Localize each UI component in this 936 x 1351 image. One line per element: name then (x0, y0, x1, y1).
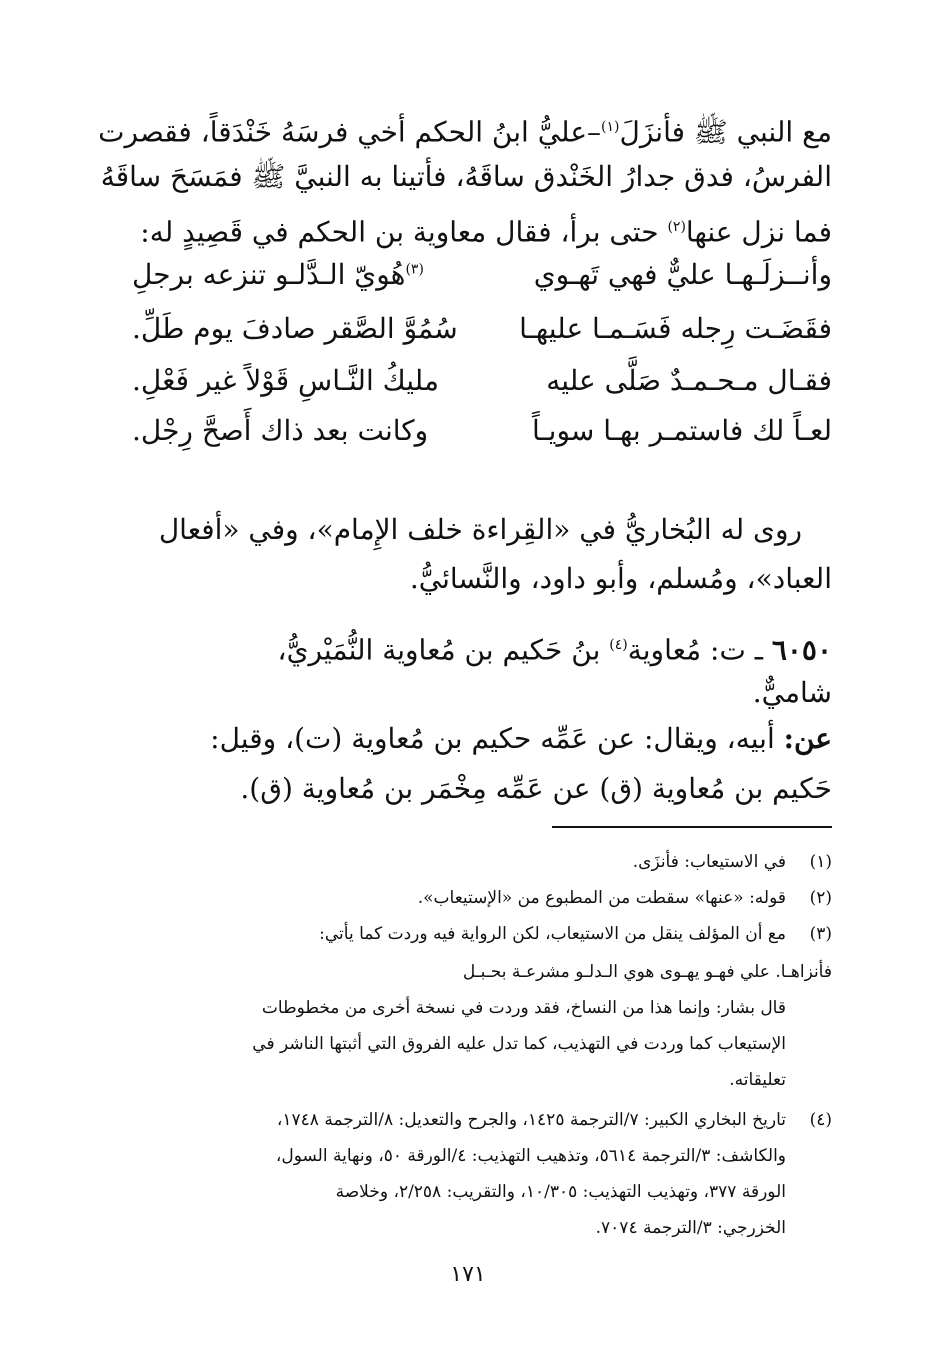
para2-line-2: العباد»، ومُسلم، وأبو داود، والنَّسائيُّ. (409, 562, 832, 595)
footnote-ref-2: (٢) (667, 219, 686, 235)
footnote-4-number: (٤) (809, 1110, 832, 1130)
footnote-1-text: في الاستيعاب: فأنزَى. (632, 852, 786, 872)
entry-number: ٦٠٥٠ (771, 633, 832, 667)
footnote-ref-4: (٤) (609, 637, 628, 653)
footnote-2-text: قوله: «عنها» سقطت من المطبوع من «الإستيعاب». (417, 888, 786, 908)
verse-1-right: وأنــزلَـهـا عليٌّ فهي تَهـوي (533, 258, 832, 291)
verse-1-left-text: هُويّ الـدَّلـو تنزعه برجلِ (132, 258, 406, 291)
footnote-3-line-2: فأنزاهـا. علي فهـو يهـوى هوي الـدلـو مشرعـة بحـبـل (462, 962, 832, 982)
footnote-3-line-5: تعليقاته. (729, 1070, 786, 1090)
an-label: عن: (783, 722, 832, 755)
verse-4-right: لعـاً لك فاستمـر بهـا سويـاً (531, 414, 832, 447)
body-line-3-part-a: فما نزل عنها (685, 215, 832, 249)
entry-an-line-1 (210, 714, 832, 764)
footnote-3-line-1: مع أن المؤلف ينقل من الاستيعاب، لكن الرواية فيه وردت كما يأتي: (319, 924, 786, 944)
an-line-1-text: أبيه، ويقال: عن عَمِّه حكيم بن مُعاوية (ت)، وقيل: (210, 722, 775, 755)
footnote-separator (552, 826, 832, 828)
para2-line-1: روى له البُخاريُّ في «القِراءة خلف الإِمام»، وفي «أفعال (158, 513, 802, 546)
footnote-4-line-3: الورقة ٣٧٧، وتهذيب التهذيب: ١٠/٣٠٥، والتقريب: ٢/٢٥٨، وخلاصة (335, 1182, 786, 1202)
footnote-4-line-4: الخزرجي: ٣/الترجمة ٧٠٧٤. (595, 1218, 786, 1238)
footnote-3-line-3: قال بشار: وإنما هذا من النساخ، فقد وردت في نسخة أخرى من مخطوطات (261, 998, 786, 1018)
verse-2-right: فقَضَـت رِجله فَسَـمـا عليهـا (519, 312, 832, 345)
footnote-1-number: (١) (809, 852, 832, 872)
body-line-3-part-b: حتى برأ، فقال معاوية بن الحكم في قَصِيدٍ له: (140, 215, 659, 249)
footnote-ref-3: (٣) (405, 261, 424, 278)
verse-3-left: مليكُ النَّـاسِ قَوْلاً غير فَعْلِ. (132, 364, 439, 397)
body-line-1 (98, 102, 832, 157)
body-line-1-part-b: –عليُّ ابنُ الحكم أخي فرسَهُ خَنْدَقاً، فقصرت (98, 115, 602, 149)
footnote-3-number: (٣) (809, 924, 832, 944)
entry-heading (278, 620, 832, 675)
entry-line-2: شاميٌّ. (752, 676, 832, 709)
verse-1-left (132, 258, 424, 291)
entry-an-line-2: حَكيم بن مُعاوية (ق) عن عَمِّه مِخْمَر بن مُعاوية (ق). (240, 772, 832, 805)
verse-3-right: فقـال مـحـمـدٌ صَلَّى عليه (546, 364, 832, 397)
footnote-3-line-4: الإستيعاب كما وردت في التهذيب، كما تدل عليه الفروق التي أثبتها الناشر في (252, 1034, 786, 1054)
footnote-ref-1: (١) (601, 119, 620, 135)
body-line-2: الفرسُ، فدق جدارُ الخَنْدق ساقَهُ، فأتينا به النبيَّ ﷺ فمَسَحَ ساقَهُ (100, 160, 832, 193)
page-number: ١٧١ (450, 1262, 486, 1287)
entry-name-b: بنُ حَكيم بن مُعاوية النُّمَيْريُّ، (277, 633, 601, 667)
body-line-3 (140, 202, 832, 257)
entry-name-a: مُعاوية (627, 633, 702, 667)
footnote-4-line-1: تاريخ البخاري الكبير: ٧/الترجمة ١٤٢٥، والجرح والتعديل: ٨/الترجمة ١٧٤٨، (276, 1110, 786, 1130)
footnote-2-number: (٢) (809, 888, 832, 908)
verse-2-left: سُمُوَّ الصَّقر صادفَ يوم طَلِّ. (132, 312, 458, 345)
verse-4-left: وكانت بعد ذاك أَصحَّ رِجْل. (132, 414, 429, 447)
footnote-4-line-2: والكاشف: ٣/الترجمة ٥٦١٤، وتذهيب التهذيب: ٤/الورقة ٥٠، ونهاية السول، (275, 1146, 786, 1166)
entry-code: ـ ت: (710, 633, 763, 667)
body-line-1-part-a: مع النبي ﷺ فأنزَلَ (619, 115, 832, 149)
